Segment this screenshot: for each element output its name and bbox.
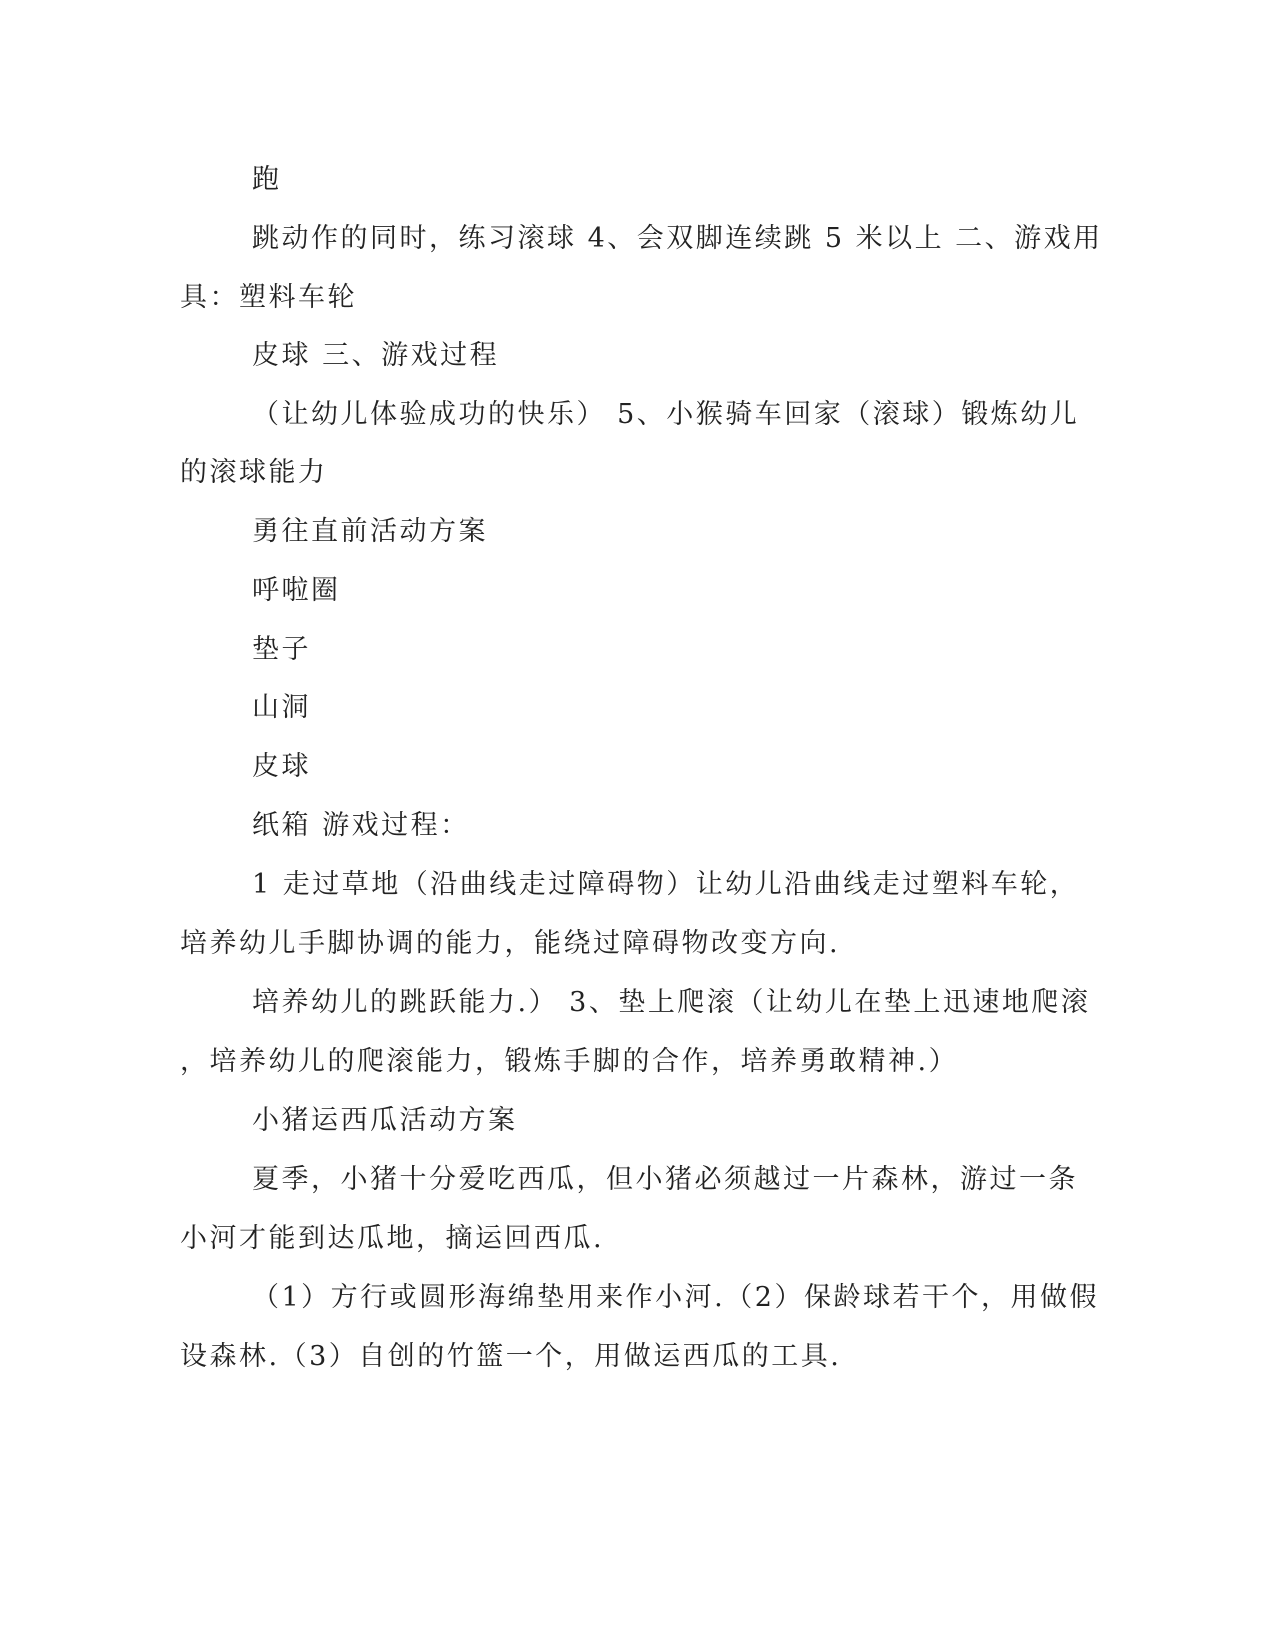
text-line: 1 走过草地（沿曲线走过障碍物）让幼儿沿曲线走过塑料车轮，: [252, 869, 1080, 900]
text-line: 呼啦圈: [252, 575, 341, 606]
text-line: 纸箱 游戏过程：: [252, 810, 470, 841]
section-heading: 勇往直前活动方案: [252, 516, 488, 547]
text-line: 垫子: [252, 634, 311, 665]
text-line: 设森林.（3）自创的竹篮一个，用做运西瓜的工具.: [180, 1341, 842, 1372]
text-line: 具：塑料车轮: [180, 282, 357, 313]
text-line: 培养幼儿手脚协调的能力，能绕过障碍物改变方向.: [180, 928, 841, 959]
text-line: 跑: [252, 164, 282, 195]
text-line: 培养幼儿的跳跃能力.） 3、垫上爬滚（让幼儿在垫上迅速地爬滚: [252, 987, 1091, 1018]
text-line: 跳动作的同时，练习滚球 4、会双脚连续跳 5 米以上 二、游戏用: [252, 223, 1103, 254]
text-line: 皮球: [252, 751, 311, 782]
section-heading: 小猪运西瓜活动方案: [252, 1105, 518, 1136]
text-line: 山洞: [252, 692, 311, 723]
text-line: ，培养幼儿的爬滚能力，锻炼手脚的合作，培养勇敢精神.）: [180, 1046, 959, 1077]
text-line: （让幼儿体验成功的快乐） 5、小猴骑车回家（滚球）锻炼幼儿: [252, 399, 1080, 430]
text-line: 皮球 三、游戏过程: [252, 340, 500, 371]
text-line: （1）方行或圆形海绵垫用来作小河.（2）保龄球若干个，用做假: [252, 1282, 1099, 1313]
text-line: 小河才能到达瓜地，摘运回西瓜.: [180, 1223, 605, 1254]
text-line: 夏季，小猪十分爱吃西瓜，但小猪必须越过一片森林，游过一条: [252, 1164, 1078, 1195]
text-line: 的滚球能力: [180, 457, 328, 488]
